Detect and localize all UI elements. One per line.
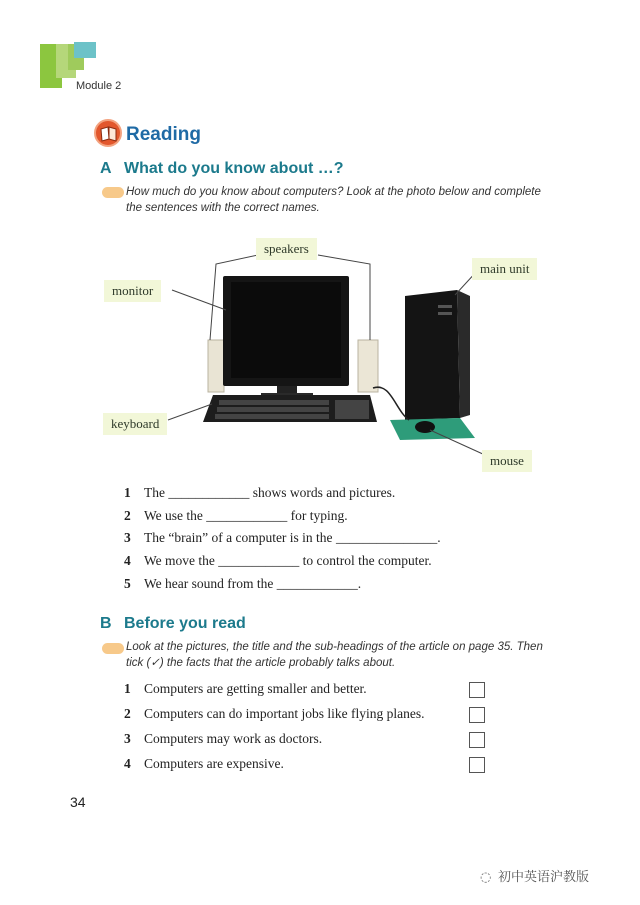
instruction-marker: [102, 643, 124, 654]
sentence-number: 2: [124, 508, 131, 523]
module-label: Module 2: [76, 80, 122, 92]
tick-checkbox-2[interactable]: [469, 707, 485, 723]
sentence-text: .: [437, 530, 441, 545]
statement-text: Computers are getting smaller and better.: [144, 681, 367, 696]
sentence-text: .: [357, 576, 362, 591]
sentence-text: shows words and pictures.: [249, 485, 396, 500]
statement-text: Computers may work as doctors.: [144, 731, 323, 746]
label-keyboard: keyboard: [103, 413, 167, 435]
sentence-text: for typing.: [287, 508, 348, 523]
instruction-line: How much do you know about computers? Look at the photo below and complete: [126, 186, 541, 198]
tick-checkbox-3[interactable]: [469, 732, 485, 748]
statement-text: Computers can do important jobs like flying planes.: [144, 706, 425, 721]
sentence-4: [124, 553, 432, 569]
statement-text: Computers are expensive.: [144, 756, 284, 771]
section-letter: B: [100, 615, 112, 632]
answer-blank[interactable]: ____________: [168, 485, 250, 500]
instruction-line: the sentences with the correct names.: [126, 202, 320, 214]
answer-blank[interactable]: ____________: [218, 553, 300, 568]
answer-blank[interactable]: ____________: [276, 576, 358, 591]
sentence-number: 4: [124, 553, 131, 568]
sentence-text: to control the computer.: [299, 553, 432, 568]
tick-checkbox-4[interactable]: [469, 757, 485, 773]
statement-1: [124, 681, 367, 697]
statement-3: [124, 731, 322, 747]
sentence-3: [124, 530, 441, 546]
label-monitor: monitor: [104, 280, 161, 302]
section-title: What do you know about …?: [124, 160, 344, 177]
page-number: 34: [70, 794, 86, 810]
instruction-line: tick (✓) the facts that the article probably talks about.: [126, 657, 396, 669]
wechat-icon: ◌: [480, 870, 492, 885]
section-b-instructions: [126, 639, 566, 671]
reading-title: Reading: [126, 124, 201, 145]
sentence-text: The: [144, 485, 169, 500]
sentence-number: 3: [124, 530, 131, 545]
answer-blank[interactable]: _______________: [335, 530, 438, 545]
section-title: Before you read: [124, 615, 246, 632]
statement-number: 1: [124, 681, 131, 696]
sentence-text: The “brain” of a computer is in the: [144, 530, 336, 545]
sentence-5: [124, 576, 361, 592]
watermark: [480, 866, 589, 885]
label-speakers: speakers: [256, 238, 317, 260]
watermark-text: 初中英语沪教版: [498, 870, 590, 885]
instruction-line: Look at the pictures, the title and the sub-headings of the article on page 35. Then: [126, 641, 543, 653]
section-b-heading: [100, 615, 246, 633]
sentence-number: 5: [124, 576, 131, 591]
sentence-number: 1: [124, 485, 131, 500]
statement-number: 2: [124, 706, 131, 721]
statement-number: 3: [124, 731, 131, 746]
sentence-text: We move the: [144, 553, 219, 568]
sentence-1: [124, 485, 395, 501]
section-letter: A: [100, 160, 112, 177]
label-mouse: mouse: [482, 450, 532, 472]
tick-checkbox-1[interactable]: [469, 682, 485, 698]
statement-4: [124, 756, 284, 772]
sentence-2: [124, 508, 348, 524]
answer-blank[interactable]: ____________: [206, 508, 288, 523]
label-main-unit: main unit: [472, 258, 537, 280]
sentence-text: We use the: [144, 508, 207, 523]
sentence-text: We hear sound from the: [144, 576, 277, 591]
statement-number: 4: [124, 756, 131, 771]
statement-2: [124, 706, 424, 722]
